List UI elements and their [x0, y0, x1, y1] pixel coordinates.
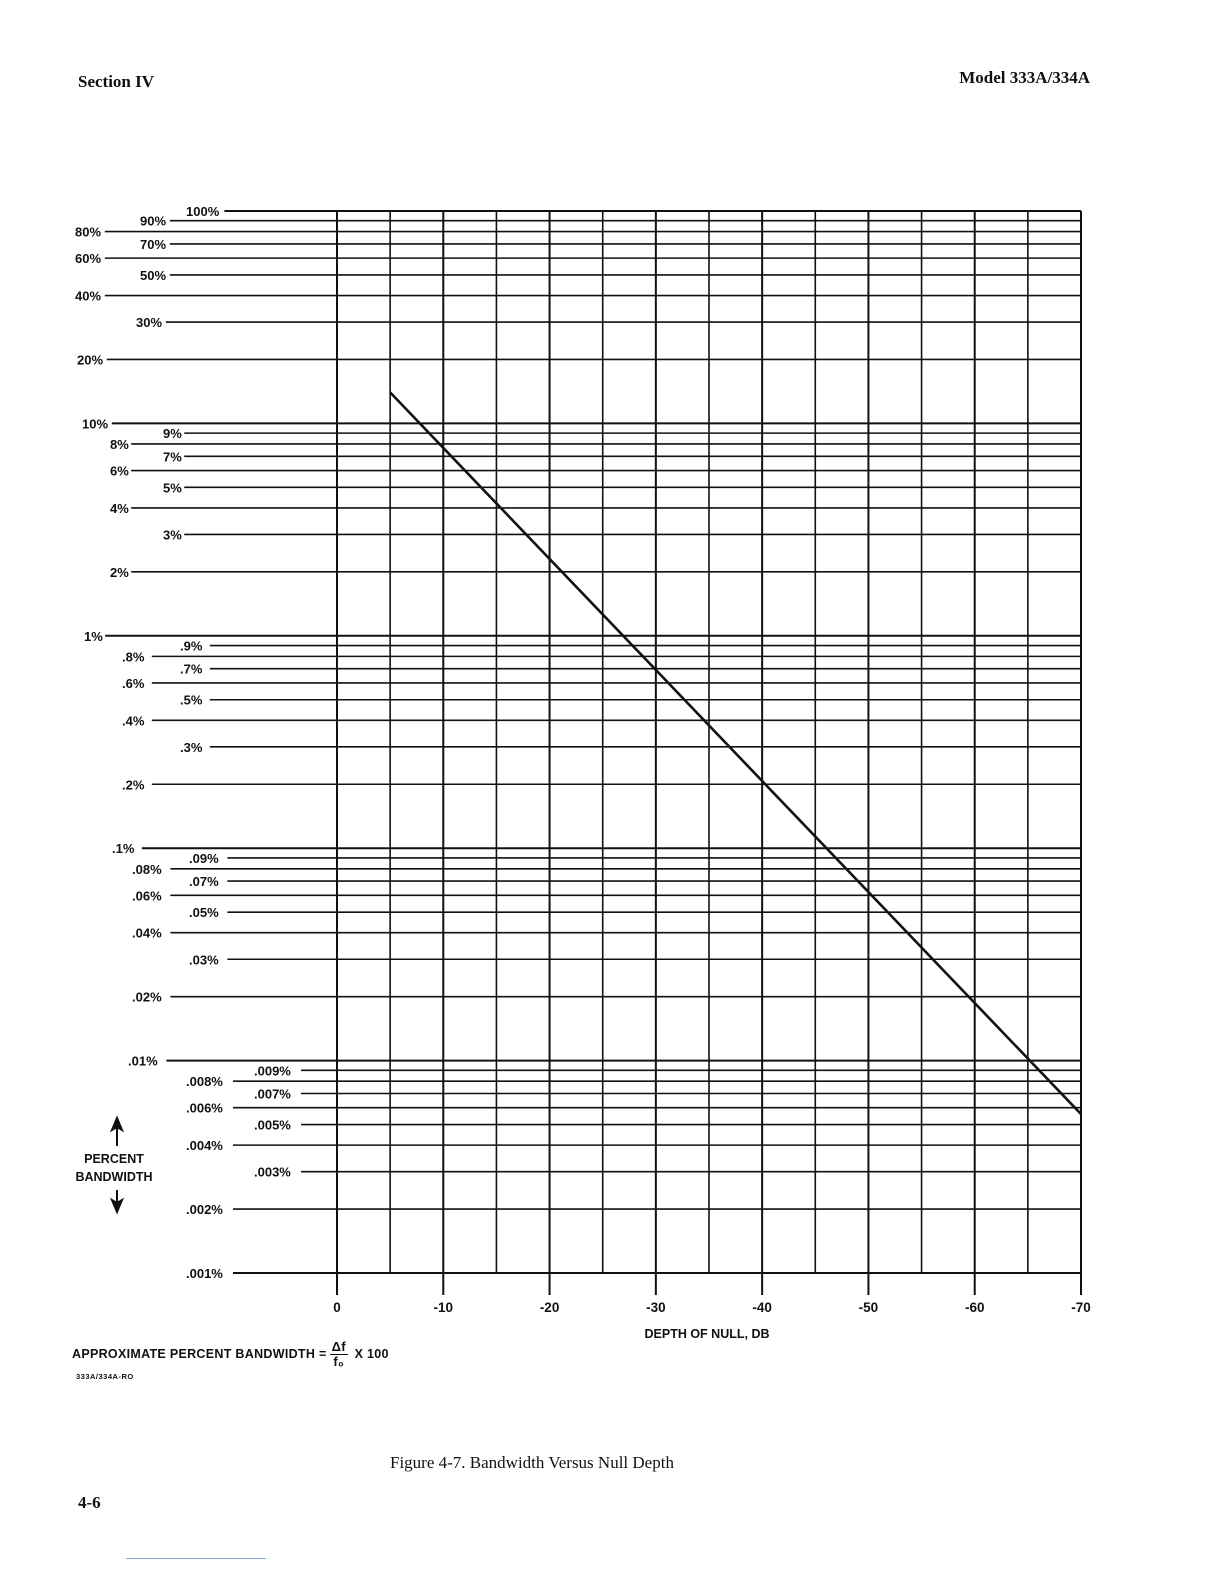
x-tick-label-m20: -20 [539, 1300, 560, 1315]
x-tick-label-m60: -60 [964, 1300, 985, 1315]
y-tick-label-p004pct: .004% [186, 1138, 223, 1154]
arrow-down-icon [112, 1190, 122, 1212]
arrow-up-icon [112, 1118, 122, 1146]
x-tick-label-m50: -50 [858, 1300, 879, 1315]
y-tick-label-p002pct: .002% [186, 1202, 223, 1218]
y-tick-label-p01pct: .01% [128, 1053, 158, 1069]
y-tick-label-p4pct: .4% [122, 713, 145, 729]
y-tick-label-30pct: 30% [136, 315, 163, 331]
y-tick-label-20pct: 20% [77, 352, 104, 368]
y-tick-label-4pct: 4% [110, 500, 129, 516]
y-tick-label-90pct: 90% [140, 213, 167, 229]
y-tick-label-5pct: 5% [163, 480, 182, 496]
y-tick-label-100pct: 100% [186, 204, 220, 219]
bottom-rule [126, 1558, 266, 1559]
y-tick-label-2pct: 2% [110, 564, 129, 580]
y-tick-label-50pct: 50% [140, 267, 167, 283]
x-tick-label-m40: -40 [752, 1300, 772, 1315]
y-tick-label-p8pct: .8% [122, 649, 145, 665]
y-tick-label-p001pct: .001% [186, 1266, 223, 1281]
formula-suffix: X 100 [354, 1346, 389, 1361]
horizontal-gridlines [105, 211, 1081, 1273]
section-label: Section IV [78, 72, 155, 91]
y-tick-label-40pct: 40% [75, 288, 102, 304]
y-tick-label-8pct: 8% [110, 436, 129, 452]
y-tick-label-p2pct: .2% [122, 777, 145, 793]
y-tick-label-p02pct: .02% [132, 989, 162, 1005]
y-tick-label-p003pct: .003% [254, 1164, 291, 1180]
y-axis-title [75, 1118, 152, 1212]
y-tick-label-10pct: 10% [82, 416, 109, 432]
y-tick-label-9pct: 9% [163, 426, 182, 442]
y-tick-label-p08pct: .08% [132, 861, 162, 877]
y-tick-label-p007pct: .007% [254, 1086, 291, 1102]
y-tick-label-1pct: 1% [84, 628, 103, 644]
series-line-0 [390, 392, 1081, 1114]
y-tick-label-80pct: 80% [75, 224, 102, 240]
x-tick-label-m30: -30 [646, 1300, 666, 1315]
y-tick-label-p3pct: .3% [180, 739, 203, 755]
y-tick-label-p6pct: .6% [122, 675, 145, 691]
y-tick-label-p009pct: .009% [254, 1063, 291, 1079]
y-tick-label-7pct: 7% [163, 449, 182, 465]
y-tick-label-p005pct: .005% [254, 1117, 291, 1133]
y-tick-label-70pct: 70% [140, 236, 167, 252]
y-tick-labels [75, 204, 291, 1281]
y-tick-label-p008pct: .008% [186, 1074, 223, 1090]
y-tick-label-p09pct: .09% [189, 850, 219, 866]
x-axis-title: DEPTH OF NULL, DB [644, 1327, 770, 1341]
y-axis-title-line1: PERCENT [84, 1152, 144, 1166]
formula-denominator: f₀ [333, 1354, 345, 1369]
y-tick-label-p03pct: .03% [189, 952, 219, 968]
formula-label: APPROXIMATE PERCENT BANDWIDTH = [72, 1346, 327, 1361]
x-tick-label-m10: -10 [433, 1300, 454, 1315]
y-tick-label-3pct: 3% [163, 527, 182, 543]
y-tick-label-p1pct: .1% [112, 841, 135, 857]
drawing-code: 333A/334A-RO [76, 1372, 134, 1381]
formula-fraction [330, 1340, 348, 1369]
y-tick-label-60pct: 60% [75, 251, 102, 267]
formula-numerator: Δf [331, 1339, 346, 1354]
model-label: Model 333A/334A [959, 68, 1090, 87]
vertical-gridlines [337, 211, 1081, 1295]
y-tick-label-p06pct: .06% [132, 888, 162, 904]
y-tick-label-p07pct: .07% [189, 874, 219, 890]
y-tick-label-p9pct: .9% [180, 638, 203, 654]
page-number: 4-6 [78, 1493, 101, 1512]
x-tick-labels [333, 1300, 1091, 1315]
series-group [390, 392, 1081, 1114]
bandwidth-formula [72, 1340, 389, 1369]
y-tick-label-p7pct: .7% [180, 661, 203, 677]
x-tick-label-m70: -70 [1071, 1300, 1091, 1315]
y-axis-title-line2: BANDWIDTH [75, 1170, 153, 1184]
y-tick-label-p04pct: .04% [132, 925, 162, 941]
y-tick-label-p006pct: .006% [186, 1100, 223, 1116]
figure-caption: Figure 4-7. Bandwidth Versus Null Depth [390, 1453, 674, 1472]
y-tick-label-p5pct: .5% [180, 692, 203, 708]
x-tick-label-0: 0 [333, 1300, 341, 1315]
y-tick-label-6pct: 6% [110, 463, 129, 479]
y-tick-label-p05pct: .05% [189, 905, 219, 921]
